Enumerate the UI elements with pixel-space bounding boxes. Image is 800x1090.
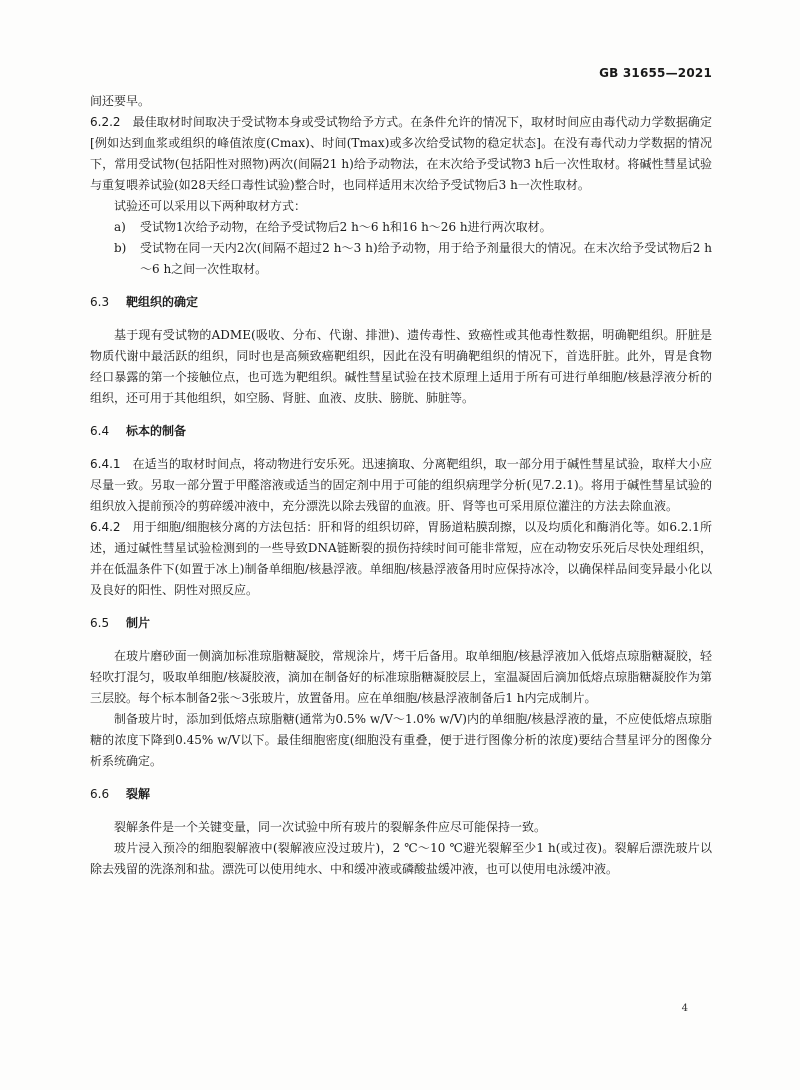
section-6-6-paragraph-2: 玻片浸入预冷的细胞裂解液中(裂解液应没过玻片)，2 ℃～10 ℃避光裂解至少1 h(或过夜)。裂解后漂洗玻片以除去残留的洗涤剂和盐。漂洗可以使用纯水、中和缓冲液或磷酸盐缓冲液，也可以使用电泳缓冲液。	[90, 841, 712, 876]
section-title: 制片	[126, 616, 151, 630]
section-6-3-text: 基于现有受试物的ADME(吸收、分布、代谢、排泄)、遗传毒性、致癌性或其他毒性数据，明确靶组织。肝脏是物质代谢中最活跃的组织，同时也是高频致癌靶组织，因此在没有明确靶组织的情况下，首选肝脏。此外，胃是食物经口暴露的第一个接触位点，也可选为靶组织。碱性彗星试验在技术原理上适用于所有可进行单细胞/核悬浮液分析的组织，还可用于其他组织，如空肠、肾脏、血液、皮肤、膀胱、肺脏等。	[90, 328, 712, 405]
section-6-5-paragraph-1: 在玻片磨砂面一侧滴加标准琼脂糖凝胶，常规涂片，烤干后备用。取单细胞/核悬浮液加入低熔点琼脂糖凝胶，轻轻吹打混匀，吸取单细胞/核凝胶液，滴加在制备好的标准琼脂糖凝胶层上，室温凝固后滴加低熔点琼脂糖凝胶作为第三层胶。每个标本制备2张～3张玻片，放置备用。应在单细胞/核悬浮液制备后1 h内完成制片。	[90, 649, 712, 705]
section-number: 6.3	[90, 295, 110, 309]
clause-text: 最佳取材时间取决于受试物本身或受试物给予方式。在条件允许的情况下，取材时间应由毒代动力学数据确定[例如达到血浆或组织的峰值浓度(Cmax)、时间(Tmax)或多次给受试物的稳定状态]。在没有毒代动力学数据的情况下，常用受试物(包括阳性对照物)两次(间隔21 h)给予动物法，在末次给予受试物3 h后一次性取材。将碱性彗星试验与重复喂养试验(如28天经口毒性试验)整合时，也同样适用末次给予受试物后3 h一次性取材。	[90, 115, 712, 192]
clause-text: 在适当的取材时间点，将动物进行安乐死。迅速摘取、分离靶组织，取一部分用于碱性彗星试验，取样大小应尽量一致。另取一部分置于甲醛溶液或适当的固定剂中用于可能的组织病理学分析(见7.2.1)。将用于碱性彗星试验的组织放入提前预冷的剪碎缓冲液中，充分漂洗以除去残留的血液。肝、肾等也可采用原位灌注的方法去除血液。	[90, 457, 712, 513]
list-item	[90, 217, 712, 238]
clause-6-4-2	[90, 517, 712, 601]
section-title: 标本的制备	[126, 424, 187, 438]
section-heading-6-5	[90, 613, 712, 634]
list-text: 受试物1次给予动物，在给予受试物后2 h～6 h和16 h～26 h进行两次取材。	[140, 220, 552, 234]
clause-number: 6.4.1	[90, 457, 121, 471]
list-marker: a)	[114, 220, 126, 234]
clause-number: 6.2.2	[90, 115, 121, 129]
clause-6-4-1	[90, 454, 712, 517]
section-title: 裂解	[126, 787, 151, 801]
paragraph-continuation: 间还要早。	[90, 94, 151, 108]
clause-6-2-2	[90, 112, 712, 196]
list-text: 受试物在同一天内2次(间隔不超过2 h～3 h)给予动物，用于给予剂量很大的情况。在末次给予受试物后2 h～6 h之间一次性取材。	[140, 241, 712, 276]
section-number: 6.6	[90, 787, 110, 801]
section-number: 6.5	[90, 616, 110, 630]
section-6-6-paragraph-1: 裂解条件是一个关键变量，同一次试验中所有玻片的裂解条件应尽可能保持一致。	[114, 820, 547, 834]
clause-text: 用于细胞/细胞核分离的方法包括：肝和肾的组织切碎，胃肠道粘膜刮擦，以及均质化和酶消化等。如6.2.1所述，通过碱性彗星试验检测到的一些导致DNA链断裂的损伤持续时间可能非常短，应在动物安乐死后尽快处理组织，并在低温条件下(如置于冰上)制备单细胞/核悬浮液。单细胞/核悬浮液备用时应保持冰冷，以确保样品间变异最小化以及良好的阳性、阴性对照反应。	[90, 520, 712, 597]
list-marker: b)	[114, 241, 127, 255]
document-body	[90, 91, 712, 880]
section-heading-6-3	[90, 292, 712, 313]
section-number: 6.4	[90, 424, 110, 438]
page-number: 4	[681, 1003, 688, 1014]
section-6-5-paragraph-2: 制备玻片时，添加到低熔点琼脂糖(通常为0.5% w/V～1.0% w/V)内的单细胞/核悬浮液的量，不应使低熔点琼脂糖的浓度下降到0.45% w/V以下。最佳细胞密度(细胞没有重叠，便于进行图像分析的浓度)要结合彗星评分的图像分析系统确定。	[90, 712, 712, 768]
list-item	[90, 238, 712, 280]
standard-code: GB 31655—2021	[599, 66, 712, 80]
section-heading-6-4	[90, 421, 712, 442]
section-title: 靶组织的确定	[126, 295, 199, 309]
clause-number: 6.4.2	[90, 520, 121, 534]
section-heading-6-6	[90, 784, 712, 805]
paragraph-alternative-methods: 试验还可以采用以下两种取材方式：	[114, 199, 307, 213]
